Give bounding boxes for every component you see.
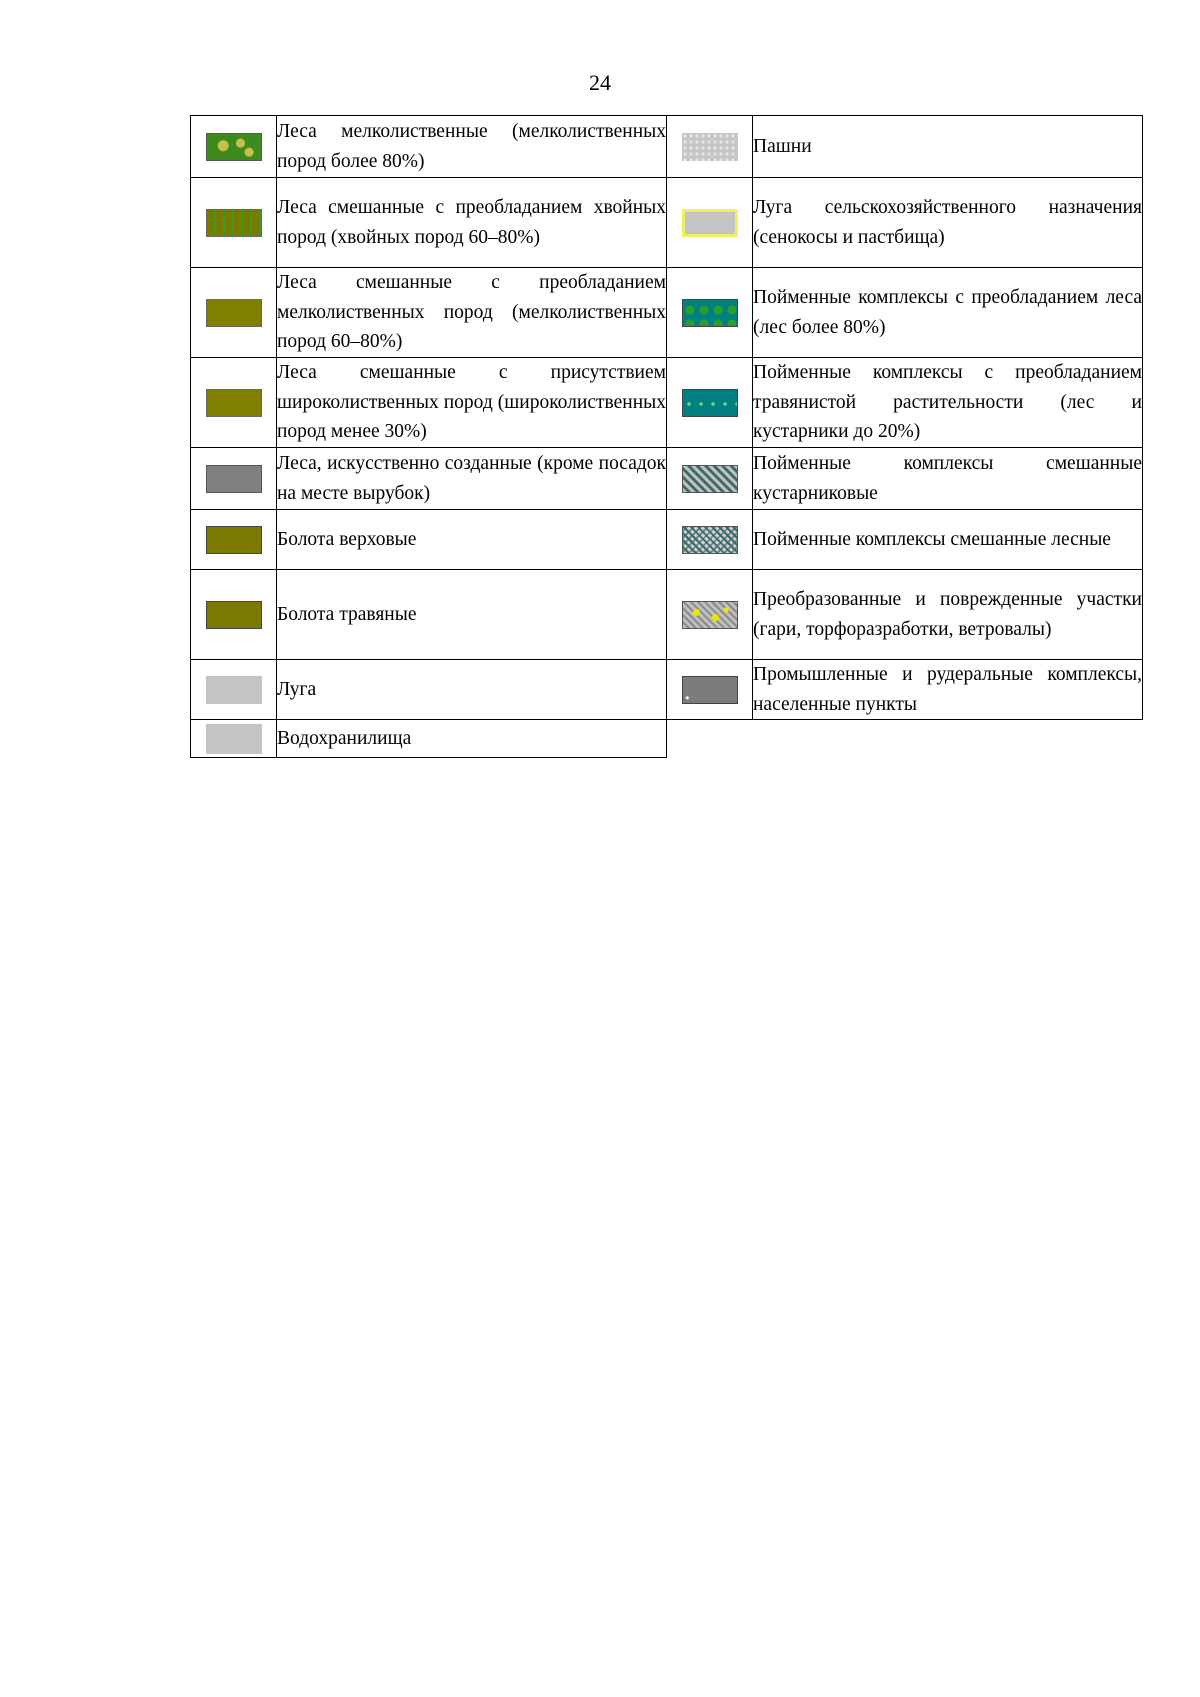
legend-label: Водохранилища	[277, 720, 667, 758]
floodplain-shrub-swatch	[682, 465, 738, 493]
industrial-swatch	[682, 676, 738, 704]
legend-label: Пойменные комплексы с преобладанием травянистой растительности (лес и кустарники до 20%)	[753, 358, 1143, 448]
legend-label: Луга	[277, 660, 667, 720]
legend-label: Леса смешанные с преобладанием хвойных пород (хвойных пород 60–80%)	[277, 178, 667, 268]
arable-swatch	[682, 133, 738, 161]
legend-label: Леса смешанные с присутствием широколиственных пород (широколиственных пород менее 30%)	[277, 358, 667, 448]
page-number: 24	[589, 70, 611, 95]
meadow-swatch	[206, 676, 262, 704]
legend-row	[191, 510, 1143, 570]
legend-label: Луга сельскохозяйственного назначения (сенокосы и пастбища)	[753, 178, 1143, 268]
raised-bog-swatch	[206, 526, 262, 554]
agri-meadow-swatch	[682, 209, 738, 237]
legend-label: Пойменные комплексы смешанные кустарниковые	[753, 448, 1143, 510]
legend-row	[191, 448, 1143, 510]
legend-label: Промышленные и рудеральные комплексы, населенные пункты	[753, 660, 1143, 720]
legend-row	[191, 268, 1143, 358]
floodplain-grass-swatch	[682, 389, 738, 417]
legend-table	[190, 115, 1143, 758]
planted-forest-swatch	[206, 465, 262, 493]
legend-row	[191, 116, 1143, 178]
legend-row	[191, 720, 1143, 758]
legend-label: Преобразованные и поврежденные участки (гари, торфоразработки, ветровалы)	[753, 570, 1143, 660]
disturbed-swatch	[682, 601, 738, 629]
legend-label: Пашни	[753, 116, 1143, 178]
legend-label: Леса смешанные с преобладанием мелколиственных пород (мелколиственных пород 60–80%)	[277, 268, 667, 358]
legend-row	[191, 178, 1143, 268]
legend-label: Леса мелколиственные (мелколиственных пород более 80%)	[277, 116, 667, 178]
legend-row	[191, 358, 1143, 448]
reservoir-swatch	[206, 724, 262, 754]
legend-row	[191, 570, 1143, 660]
legend-label: Пойменные комплексы с преобладанием леса (лес более 80%)	[753, 268, 1143, 358]
legend-label: Болота травяные	[277, 570, 667, 660]
mixed-conifer-swatch	[206, 209, 262, 237]
legend-label: Болота верховые	[277, 510, 667, 570]
legend-label: Леса, искусственно созданные (кроме посадок на месте вырубок)	[277, 448, 667, 510]
legend-label: Пойменные комплексы смешанные лесные	[753, 510, 1143, 570]
small-leaf-forest-swatch	[206, 133, 262, 161]
grass-bog-swatch	[206, 601, 262, 629]
mixed-broadleaf-swatch	[206, 389, 262, 417]
floodplain-mixed-forest-swatch	[682, 526, 738, 554]
legend-row	[191, 660, 1143, 720]
mixed-small-leaf-swatch	[206, 299, 262, 327]
floodplain-forest-swatch	[682, 299, 738, 327]
